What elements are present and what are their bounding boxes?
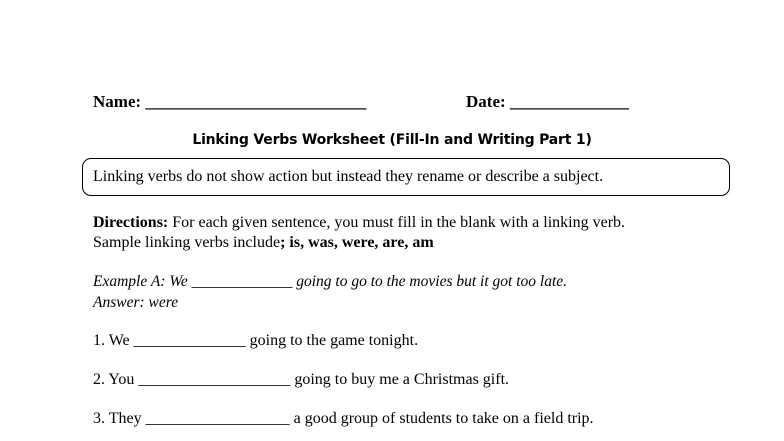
question-rest: going to buy me a Christmas gift. <box>294 371 510 388</box>
answer-blank[interactable]: ______________ <box>133 332 246 349</box>
question-1 <box>93 332 418 350</box>
directions-label: Directions: <box>93 214 169 231</box>
name-blank[interactable]: __________________________ <box>145 92 367 111</box>
date-blank[interactable]: ______________ <box>509 92 629 111</box>
example-subject: We <box>169 273 188 290</box>
sample-verbs-prefix: Sample linking verbs include <box>93 234 281 251</box>
example-rest: going to go to the movies but it got too late. <box>296 273 567 290</box>
name-field[interactable] <box>93 92 366 112</box>
question-number: 2. <box>93 371 105 388</box>
question-number: 1. <box>93 332 105 349</box>
date-label: Date: <box>466 92 506 111</box>
example-blank: _____________ <box>191 273 293 290</box>
question-rest: going to the game tonight. <box>249 332 419 349</box>
directions-line-1 <box>93 214 625 232</box>
question-3 <box>93 410 594 428</box>
name-label: Name: <box>93 92 142 111</box>
directions-line-2 <box>93 234 434 252</box>
example-label: Example A: <box>93 273 166 290</box>
date-field[interactable] <box>466 92 629 112</box>
question-subject: We <box>108 332 130 349</box>
question-subject: You <box>108 371 135 388</box>
question-number: 3. <box>93 410 105 427</box>
directions-text: For each given sentence, you must fill in the blank with a linking verb. <box>172 214 626 231</box>
question-rest: a good group of students to take on a field trip. <box>293 410 594 427</box>
example-a <box>93 273 567 291</box>
example-answer: Answer: were <box>93 294 179 311</box>
answer-blank[interactable]: __________________ <box>145 410 290 427</box>
sample-verbs: ; is, was, were, are, am <box>280 234 434 251</box>
worksheet-title: Linking Verbs Worksheet (Fill-In and Writing Part 1) <box>192 132 592 148</box>
definition-text: Linking verbs do not show action but instead they rename or describe a subject. <box>93 168 604 185</box>
answer-blank[interactable]: ___________________ <box>138 371 291 388</box>
question-subject: They <box>108 410 142 427</box>
question-2 <box>93 371 509 389</box>
